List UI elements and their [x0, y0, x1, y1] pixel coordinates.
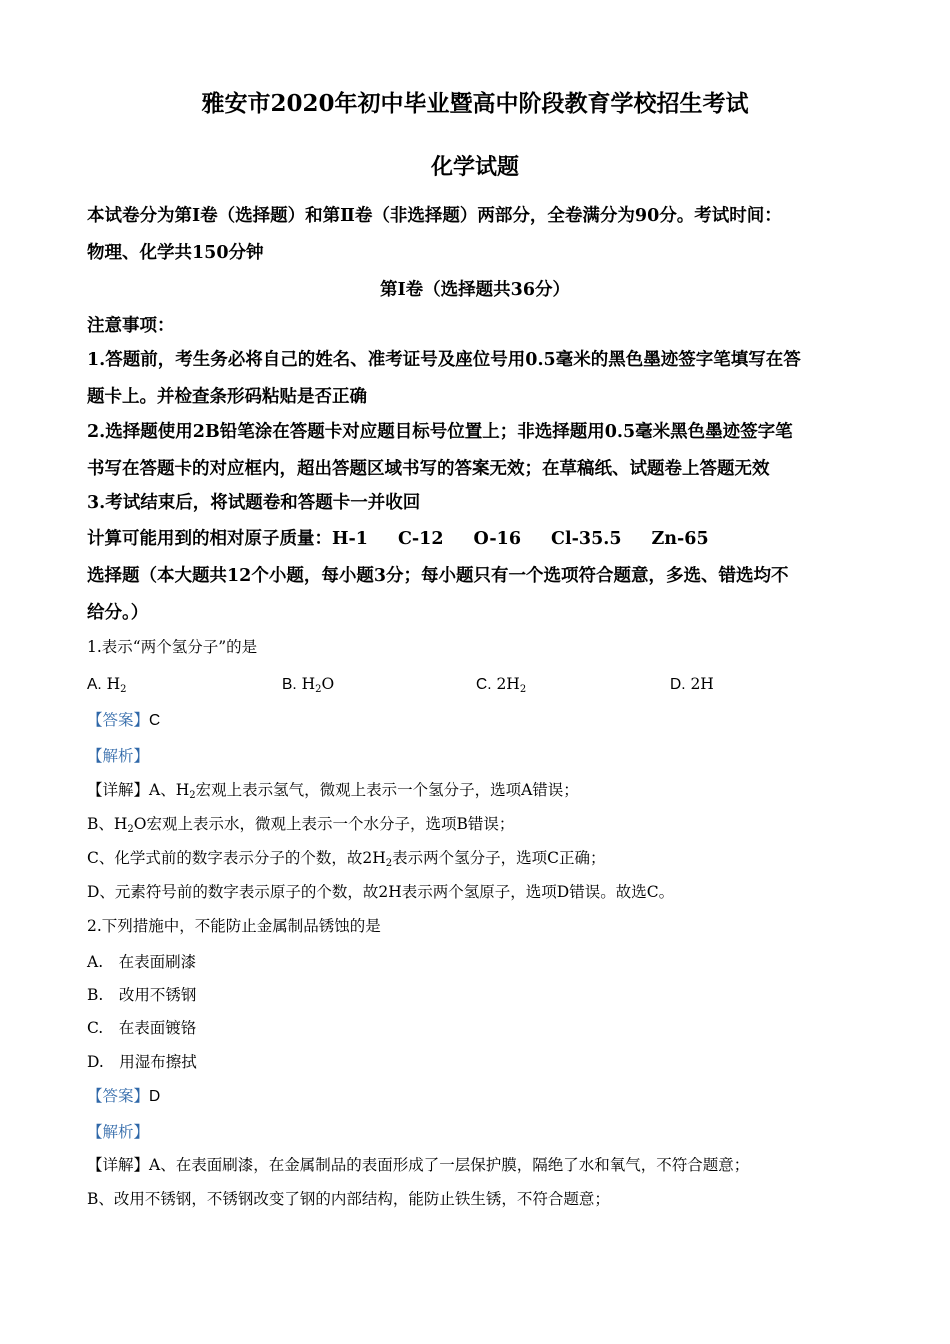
q1-option-b: B. $H_2O$: [282, 675, 335, 695]
q2-option-b: B. 改用不锈钢: [87, 986, 197, 1004]
q1-stem: 1.表示“两个氢分子”的是: [87, 638, 258, 656]
q1-option-d: D. 2H: [670, 675, 714, 693]
atomic-mass-item: O-16: [473, 529, 522, 549]
note-1b: 题卡上。并检查条形码粘贴是否正确: [87, 387, 367, 407]
intro-line-1: 本试卷分为第Ⅰ卷（选择题）和第Ⅱ卷（非选择题）两部分，全卷满分为90分。考试时间：: [87, 206, 782, 226]
answer-tag: 【答案】: [87, 712, 150, 729]
q1-detail-1: 【详解】A、$H_2$宏观上表示氢气，微观上表示一个氢分子，选项A错误；: [87, 781, 579, 801]
q2-detail-1: 【详解】A、在表面刷漆，在金属制品的表面形成了一层保护膜，隔绝了水和氧气，不符合题意；: [87, 1156, 750, 1174]
q1-detail-3: C、化学式前的数字表示分子的个数，故$2H_2$表示两个氢分子，选项C正确；: [87, 849, 606, 869]
q2-option-a: A. 在表面刷漆: [87, 953, 197, 971]
q1-option-c: C. $2H_2$: [476, 675, 527, 695]
section-1-title: 第Ⅰ卷（选择题共36分）: [379, 280, 571, 300]
q2-option-d: D. 用湿布擦拭: [87, 1053, 197, 1071]
choice-intro-line-2: 给分。）: [87, 603, 149, 623]
atomic-mass-row: [87, 531, 739, 549]
q1-option-a: A. $H_2$: [87, 675, 127, 695]
choice-intro-line-1: 选择题（本大题共12个小题，每小题3分；每小题只有一个选项符合题意，多选、错选均不: [87, 566, 789, 586]
atomic-mass-label: 计算可能用到的相对原子质量：: [87, 529, 332, 549]
atomic-mass-item: Cl-35.5: [551, 529, 622, 549]
note-3: 3.考试结束后，将试题卷和答题卡一并收回: [87, 493, 421, 513]
q1-detail-4: D、元素符号前的数字表示原子的个数，故2H表示两个氢原子，选项D错误。故选C。: [87, 883, 675, 901]
q2-stem: 2.下列措施中，不能防止金属制品锈蚀的是: [87, 917, 381, 935]
answer-value: D: [149, 1088, 161, 1105]
atomic-mass-item: C-12: [397, 529, 444, 549]
answer-tag: 【答案】: [87, 1088, 150, 1105]
q2-option-c: C. 在表面镀铬: [87, 1019, 197, 1037]
q2-detail-2: B、改用不锈钢，不锈钢改变了钢的内部结构，能防止铁生锈，不符合题意；: [87, 1190, 610, 1208]
subject-title: 化学试题: [430, 154, 519, 180]
atomic-mass-item: Zn-65: [651, 529, 709, 549]
q1-detail-2: B、$H_2O$宏观上表示水，微观上表示一个水分子，选项B错误；: [87, 815, 515, 835]
intro-line-2: 物理、化学共150分钟: [87, 243, 264, 263]
q2-analysis-tag: 【解析】: [87, 1124, 150, 1141]
note-1a: 1.答题前，考生务必将自己的姓名、准考证号及座位号用0.5毫米的黑色墨迹签字笔填写在答: [87, 350, 801, 370]
atomic-mass-item: H-1: [332, 529, 368, 549]
q2-answer: [87, 1089, 160, 1105]
q1-analysis-tag: 【解析】: [87, 748, 150, 765]
exam-title: 雅安市2020年初中毕业暨高中阶段教育学校招生考试: [201, 90, 749, 117]
answer-value: C: [149, 712, 161, 729]
q1-answer: [87, 713, 160, 729]
notes-heading: 注意事项：: [87, 316, 175, 336]
note-2a: 2.选择题使用2B铅笔涂在答题卡对应题目标号位置上；非选择题用0.5毫米黑色墨迹签字笔: [87, 422, 793, 442]
note-2b: 书写在答题卡的对应框内，超出答题区域书写的答案无效；在草稿纸、试题卷上答题无效: [87, 459, 770, 479]
q1-options: [87, 677, 867, 697]
